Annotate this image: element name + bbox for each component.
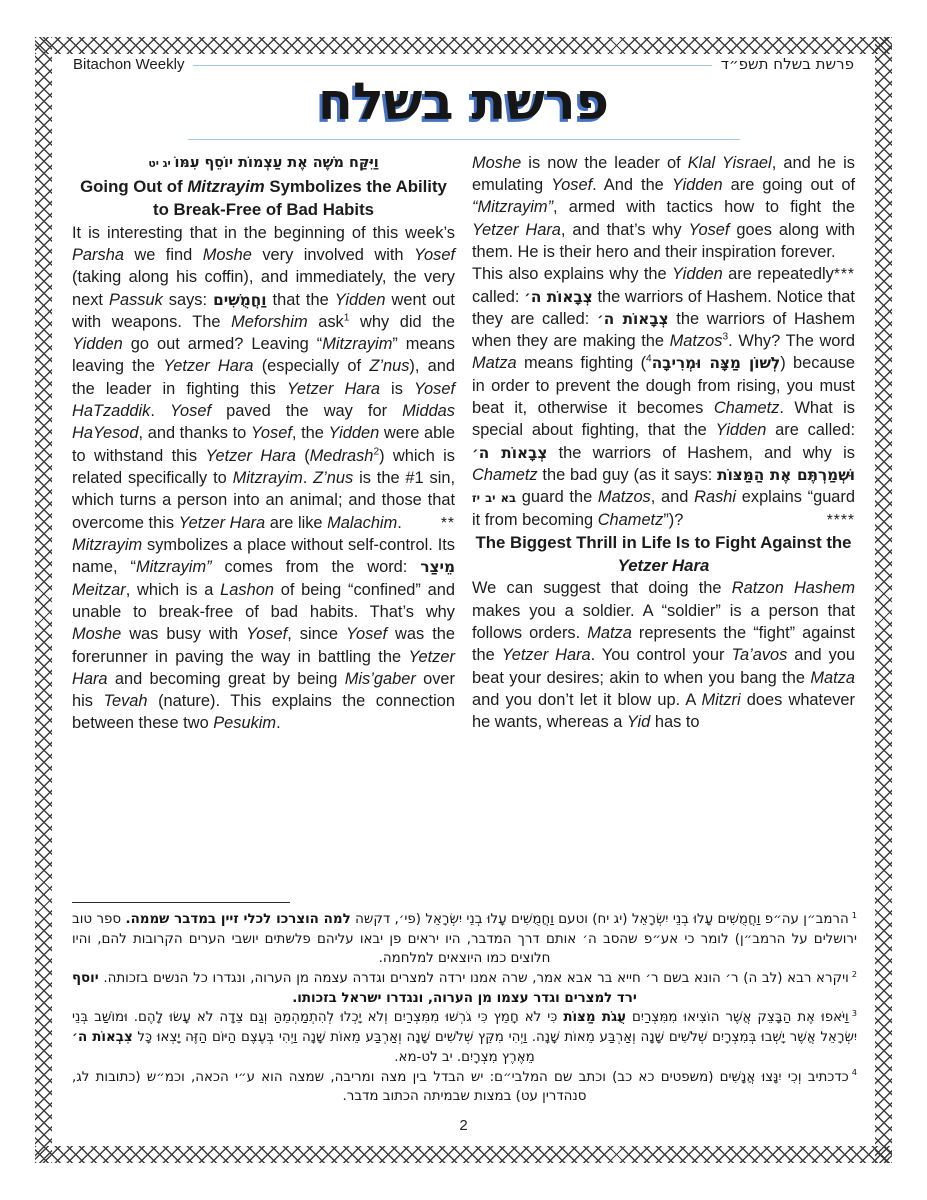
text-segment: Yidden xyxy=(715,421,767,440)
text-segment: is xyxy=(379,379,414,398)
footnote-list xyxy=(72,910,857,1107)
text-segment: כִּי לֹא חָמֵץ כִּי גֹרְשׁוּ מִמִּצְרַיִם וְלֹא יָכְלוּ לְהִתְמַהְמֵהַּ וְגַם צֵדָה לֹא עָשׂוּ לָהֶם. וּמוֹשַׁב בְּנֵי יִשְׂרָאֵל אֲשֶׁר יָשְׁבוּ בְּמִצְרָיִם שְׁלֹשִׁים שָׁנָה וְאַרְבַּע מֵאוֹת שָׁנָה. וַיְהִי מִקֵּץ שְׁלֹשִׁים שָׁנָה וְאַרְבַּע מֵאוֹת שָׁנָה וַיְהִי בְּעֶצֶם הַיּוֹם הַזֶּה יָצְאוּ כָּל xyxy=(72,1010,857,1046)
footnote-separator xyxy=(72,902,290,903)
text-segment: that the xyxy=(266,290,335,309)
text-segment: ספר טוב ירושלים על הרמב״ן) לומר כי אע״פ שהסב ה׳ אותם דרך המדבר, היו יראים פן יבאו עליהם פלשתים יושבי הערים הקרובות להם, והיו חלוצים כמו היוצאים למלחמה. xyxy=(72,911,857,967)
footnote-ref: 2 xyxy=(373,446,380,458)
text-segment: Rashi xyxy=(694,488,737,507)
text-segment: ”)? xyxy=(663,510,684,529)
text-segment: Yetzer Hara xyxy=(501,646,591,665)
section-end-stars: **** xyxy=(826,511,855,529)
paragraph xyxy=(72,222,455,534)
hebrew-phrase: צְבָאוֹת ה׳ xyxy=(524,287,593,306)
text-segment: Yosef xyxy=(246,625,288,644)
text-segment: Going Out of xyxy=(80,177,188,197)
text-segment: Matzos xyxy=(669,332,723,351)
hebrew-phrase: מֵיצַר xyxy=(420,558,455,577)
text-segment: הרמב״ן עה״פ וַחֲמֻשִׁים עָלוּ בְנֵי יִשְׂרָאֵל (יג יח) וטעם וַחֲמֻשִׁים עָלוּ בְנֵי יִשְׂרָאֵל (פי׳, דקשה xyxy=(350,911,849,927)
footnote-area xyxy=(72,902,857,1107)
text-segment: . xyxy=(150,402,170,421)
text-segment: Yosef xyxy=(414,245,456,264)
cross-stitch-border-right xyxy=(875,37,892,1163)
text-segment: , armed with tactics how to fight the xyxy=(553,198,855,217)
footnote xyxy=(72,1008,857,1067)
text-segment: . And the xyxy=(592,175,672,194)
text-segment: Lashon xyxy=(220,580,274,599)
text-segment: Moshe xyxy=(472,153,522,172)
text-segment: Malachim xyxy=(327,513,398,532)
text-segment: Yetzer Hara xyxy=(178,513,266,532)
parsha-date-label: פרשת בשלח תשפ״ד xyxy=(720,55,854,73)
page-header xyxy=(53,55,874,73)
text-segment: the warriors of Hashem when they are making the xyxy=(472,309,855,351)
text-segment: were able to withstand this xyxy=(72,424,456,465)
text-segment: the warriors of Hashem. Notice that they are called: xyxy=(472,287,855,328)
text-segment: , and that’s why xyxy=(560,220,689,239)
text-segment: . What is special about fighting, that the xyxy=(472,399,855,440)
text-segment: . xyxy=(276,714,281,733)
text-segment: This also explains why the xyxy=(472,265,673,284)
cross-stitch-border-top xyxy=(35,37,892,54)
page-title: פרשת בשלח xyxy=(317,72,610,132)
text-segment: (nature). This explains the connection between these two xyxy=(72,692,455,733)
text-segment: Mitzrayim” xyxy=(135,558,212,577)
text-segment: ( xyxy=(295,446,310,465)
text-segment: Matza xyxy=(472,354,517,373)
text-segment: Yosef xyxy=(551,175,593,194)
text-segment: Ta’avos xyxy=(731,646,788,665)
hebrew-phrase: צְבָאוֹת ה׳ xyxy=(596,309,669,328)
footnote xyxy=(72,910,857,969)
text-segment: Yid xyxy=(626,713,651,732)
text-segment: Passuk xyxy=(109,290,163,309)
text-segment: Matza xyxy=(810,668,855,687)
text-segment: Moshe xyxy=(202,245,252,264)
text-segment: symbolizes a place without self-control. Its name, “ xyxy=(72,535,455,577)
text-segment: , the xyxy=(291,424,329,443)
hebrew-phrase: לְשׁוֹן מַצָּה וּמְרִיבָה xyxy=(651,354,781,373)
footnote xyxy=(72,1068,857,1107)
right-column xyxy=(472,152,855,894)
text-segment: Yetzer Hara xyxy=(205,446,296,465)
text-segment: למה הוצרכו לכלי זיין במדבר שממה. xyxy=(125,911,351,927)
title-rule xyxy=(188,139,740,140)
text-segment: Middas HaYesod xyxy=(72,402,455,443)
text-segment: Yetzer Hara xyxy=(163,357,254,376)
text-segment: , which is a xyxy=(125,580,221,599)
text-segment: , and he is emulating xyxy=(472,153,855,194)
page-number: 2 xyxy=(459,1117,468,1134)
text-segment: Ratzon Hashem xyxy=(731,579,855,598)
text-segment: . xyxy=(397,513,402,532)
text-segment: Mitzrayim xyxy=(72,535,143,554)
cross-stitch-border-bottom xyxy=(35,1146,892,1163)
text-segment: Yidden xyxy=(671,175,723,194)
text-segment: Parsha xyxy=(72,245,124,264)
hebrew-phrase: יג יט xyxy=(148,156,175,170)
text-segment: (especially of xyxy=(253,357,370,376)
text-segment: says: xyxy=(162,290,214,309)
text-segment: was the forerunner in paving the way in battling the xyxy=(72,625,455,666)
pasuk-heading xyxy=(72,152,455,174)
text-segment: Meforshim xyxy=(231,312,308,331)
text-segment: ) which is related specifically to xyxy=(72,446,455,488)
text-segment: , since xyxy=(287,625,347,644)
text-segment: explains “guard it from becoming xyxy=(472,488,856,529)
hebrew-phrase: בא יב יז xyxy=(472,491,517,506)
text-segment: Mitzri xyxy=(701,690,741,709)
text-segment: of being “confined” and unable to break-free of bad habits. That’s why xyxy=(72,580,455,621)
text-segment: Yetzer Hara xyxy=(72,647,455,688)
text-segment: means fighting ( xyxy=(516,354,647,373)
text-segment: are repeatedly called: xyxy=(472,265,834,306)
text-segment: Yidden xyxy=(334,290,386,309)
text-segment: Z’nus xyxy=(369,357,410,376)
left-column xyxy=(72,152,455,894)
text-segment: Matzos xyxy=(597,488,651,507)
text-segment: Mitzrayim xyxy=(322,335,393,354)
text-segment: Yetzer Hara xyxy=(617,556,710,576)
text-segment: וַיֹּאפוּ אֶת הַבָּצֵק אֲשֶׁר הוֹצִיאוּ מִמִּצְרַיִם xyxy=(625,1010,849,1026)
text-segment: עֻגֹת מַצּוֹת xyxy=(563,1010,626,1026)
text-segment: Chametz xyxy=(472,466,538,485)
text-segment: Yosef xyxy=(169,402,211,421)
two-column-body xyxy=(53,152,874,894)
text-segment: go out armed? Leaving “ xyxy=(122,335,323,354)
page-content xyxy=(53,54,874,1145)
text-segment: Yetzer Hara xyxy=(286,379,380,398)
text-segment: , and thanks to xyxy=(138,424,251,443)
text-segment: Yidden xyxy=(672,265,723,284)
text-segment: . xyxy=(302,469,314,488)
text-segment: (taking along his coffin), and immediately, the very next xyxy=(72,268,455,309)
text-segment: very involved with xyxy=(251,245,414,264)
cross-stitch-border-left xyxy=(35,37,52,1163)
text-segment: Yidden xyxy=(328,424,380,443)
footnote-number: 2 xyxy=(851,968,857,979)
text-segment: . You control your xyxy=(590,646,732,665)
text-segment: Yidden xyxy=(72,335,123,354)
text-segment: Klal Yisrael xyxy=(687,153,772,172)
hebrew-phrase: וַחֲמֻשִׁים xyxy=(213,290,267,309)
text-segment: Chametz xyxy=(597,510,664,529)
text-segment: Symbolizes the Ability to Break-Free of Bad Habits xyxy=(153,177,447,220)
text-segment: Pesukim xyxy=(213,714,277,733)
paragraph xyxy=(472,263,855,531)
text-segment: went out with weapons. The xyxy=(72,290,455,331)
text-segment: Mitzrayim xyxy=(232,469,303,488)
footnote-ref: 3 xyxy=(722,331,729,343)
text-segment: Yetzer Hara xyxy=(472,220,561,239)
text-segment: is now the leader of xyxy=(521,153,688,172)
text-segment: Yosef xyxy=(346,625,388,644)
paragraph xyxy=(72,534,455,735)
text-segment: is the #1 sin, which turns a person into an animal; and those that overcome this xyxy=(72,469,456,532)
text-segment: over his xyxy=(72,669,455,711)
text-segment: ), and the leader in fighting this xyxy=(72,357,456,398)
section-heading xyxy=(472,531,855,577)
text-segment: כדכתיב וְכִי יִנָּצוּ אֲנָשִׁים (משפטים כא כב) וכתב שם המלבי״ם: יש הבדל בין מצה ומריבה, שמצה הוא ע״י הכאה, וכמ״ש (כתובות לג, סנהדרין עט) במצות שבמיתה הכתוב מדבר. xyxy=(72,1069,849,1105)
text-segment: why did the xyxy=(349,312,456,331)
text-segment: צִבְאוֹת ה׳ xyxy=(72,1030,133,1046)
text-segment: and becoming great by being xyxy=(107,669,345,688)
text-segment: ” means leaving the xyxy=(72,335,455,376)
text-segment: , and xyxy=(650,488,695,507)
text-segment: Meitzar xyxy=(72,580,126,599)
header-rule xyxy=(193,65,711,66)
text-segment: ask xyxy=(307,312,344,331)
text-segment: has to xyxy=(650,713,700,732)
footnote-ref: 4 xyxy=(646,353,652,365)
text-segment: paved the way for xyxy=(211,402,403,421)
text-segment: are like xyxy=(265,513,328,532)
text-segment: and you beat your desires; akin to when you bang the xyxy=(472,646,856,687)
hebrew-phrase: וּשְׁמַרְתֶּם אֶת הַמַּצּוֹת xyxy=(717,466,856,485)
text-segment: was busy with xyxy=(121,625,247,644)
footnote-ref: 1 xyxy=(343,312,350,324)
section-end-stars: ** xyxy=(440,514,455,532)
text-segment: represents the “fight” against the xyxy=(472,623,855,665)
text-segment: and you don’t let it blow up. A xyxy=(472,690,702,709)
text-segment: Matza xyxy=(587,623,632,642)
text-segment: Mis’gaber xyxy=(344,669,416,688)
hebrew-phrase: צְבָאוֹת ה׳ xyxy=(472,443,548,462)
text-segment: comes from the word: xyxy=(211,558,421,577)
text-segment: Mitzrayim xyxy=(187,177,265,197)
footnote-number: 1 xyxy=(851,909,858,920)
text-segment: the warriors of Hashem, and why is xyxy=(547,443,855,462)
footnote-number: 3 xyxy=(851,1008,857,1019)
text-segment: We can suggest that doing the xyxy=(472,579,732,598)
footnote xyxy=(72,969,857,1008)
text-segment: Chametz xyxy=(713,399,780,418)
text-segment: we find xyxy=(123,245,203,264)
text-segment: Yosef HaTzaddik xyxy=(72,379,455,421)
text-segment: יוסף ירד למצרים וגדר עצמו מן הערוה, ונגדרו ישראל בזכותו. xyxy=(72,971,637,1006)
text-segment: ) because in order to prevent the dough from rising, you must beat it, otherwise it becomes xyxy=(472,354,855,418)
text-segment: The Biggest Thrill in Life Is to Fight Against the xyxy=(475,532,852,552)
text-segment: Moshe xyxy=(72,625,122,644)
text-segment: Tevah xyxy=(103,692,148,711)
text-segment: . Why? The word xyxy=(728,332,855,351)
text-segment: does whatever he wants, whereas a xyxy=(472,690,855,732)
section-heading xyxy=(72,175,455,221)
text-segment: It is interesting that in the beginning of this week’s xyxy=(72,223,455,242)
text-segment: the bad guy (as it says: xyxy=(537,466,718,485)
text-segment: ויקרא רבא (לב ה) ר׳ הונא בשם ר׳ חייא בר אבא אמר, שרה אמנו ירדה למצרים וגדרה עצמה מן הערוה, ונגדרו כל הנשים בזכותה. xyxy=(98,971,849,987)
section-end-stars: *** xyxy=(833,266,855,284)
text-segment: Medrash xyxy=(309,446,374,465)
text-segment: Yosef xyxy=(688,220,730,239)
text-segment: Yosef xyxy=(250,424,292,443)
text-segment: מֵאֶרֶץ מִצְרָיִם. יב לט-מא. xyxy=(394,1049,535,1065)
text-segment: guard the xyxy=(516,488,598,507)
footnote-number: 4 xyxy=(851,1067,857,1078)
paragraph xyxy=(472,577,855,733)
text-segment: are called: xyxy=(766,421,855,440)
text-segment: are going out of xyxy=(722,175,855,194)
hebrew-phrase: וַיִּקַּח מֹשֶׁה אֶת עַצְמוֹת יוֹסֵף עִמּוֹ xyxy=(174,154,379,171)
text-segment: goes along with them. He is their hero and their inspiration forever. xyxy=(472,220,855,261)
text-segment: Z’nus xyxy=(313,469,354,488)
publication-name: Bitachon Weekly xyxy=(73,55,185,73)
text-segment: “Mitzrayim” xyxy=(472,198,554,217)
text-segment: makes you a soldier. A “soldier” is a person that follows orders. xyxy=(472,601,855,642)
